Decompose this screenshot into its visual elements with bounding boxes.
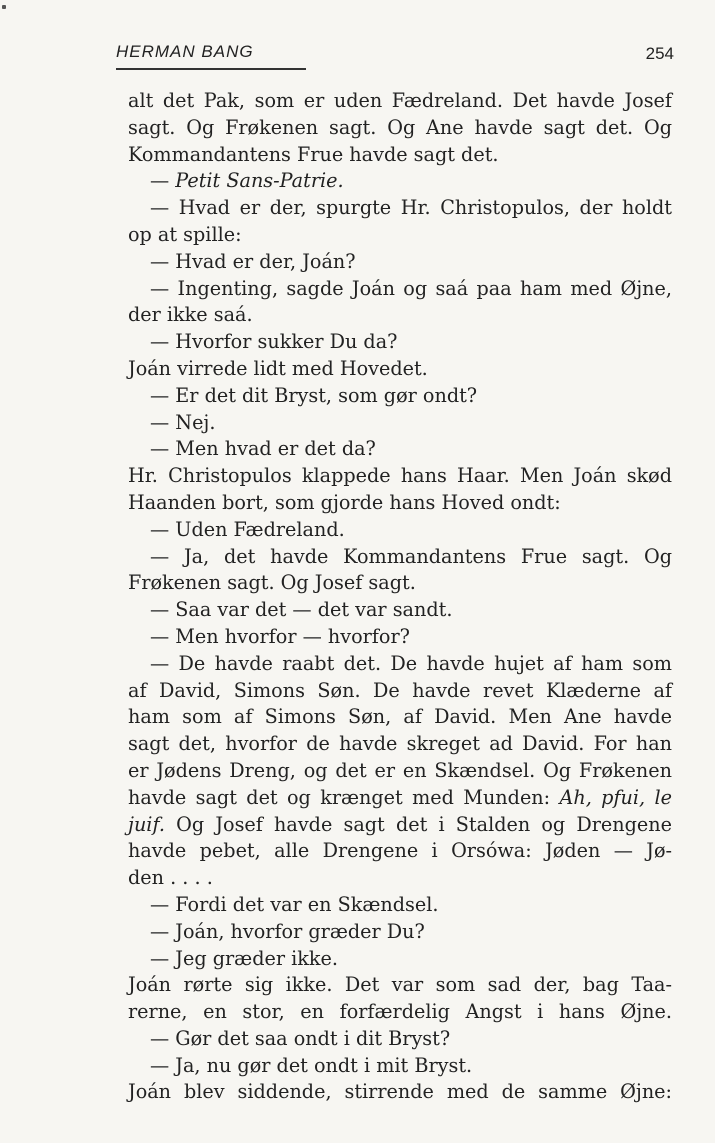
corner-speck — [2, 5, 6, 9]
text-line — [128, 168, 672, 195]
text-line: op at spille: — [128, 222, 242, 246]
text-line: — Hvad er der, spurgte Hr. Christopulos, der holdt — [150, 196, 672, 220]
text-line: Haanden bort, som gjorde hans Hoved ondt: — [128, 490, 561, 514]
text-line: af David, Simons Søn. De havde revet Klæderne af — [128, 678, 672, 702]
header-rule — [116, 68, 306, 70]
text-line: den . . . . — [128, 866, 213, 890]
text-line: sagt det, hvorfor de havde skreget ad David. For han — [128, 732, 672, 756]
page-number: 254 — [645, 44, 674, 63]
text-segment: havde sagt det og krænget med Munden: — [128, 785, 560, 809]
text-line: alt det Pak, som er uden Fædreland. Det havde Josef — [128, 89, 672, 112]
text-line: Joán blev siddende, stirrende med de samme Øjne: — [128, 1080, 672, 1104]
text-line: er Jødens Dreng, og det er en Skændsel. Og Frøkenen — [128, 758, 672, 782]
text-segment: Og Josef havde sagt det i Stalden og Drengene — [164, 812, 672, 836]
text-line: — Men hvad er det da? — [150, 437, 376, 461]
text-line — [128, 785, 672, 812]
text-line: — Men hvorfor — hvorfor? — [150, 624, 410, 648]
text-line: — Fordi det var en Skændsel. — [150, 892, 439, 916]
italic-text: juif. — [128, 812, 165, 836]
italic-text: Petit Sans-Patrie. — [175, 169, 344, 193]
text-line: — Ja, nu gør det ondt i mit Bryst. — [150, 1053, 473, 1077]
text-line: Hr. Christopulos klappede hans Haar. Men Joán skød — [128, 464, 672, 488]
text-line: Joán virrede lidt med Hovedet. — [128, 356, 428, 380]
text-line: sagt. Og Frøkenen sagt. Og Ane havde sagt det. Og — [128, 115, 672, 139]
text-line: — Gør det saa ondt i dit Bryst? — [150, 1026, 451, 1050]
body-text — [128, 88, 672, 1106]
text-line: — Nej. — [150, 410, 216, 434]
text-line: — Ja, det havde Kommandantens Frue sagt. Og — [150, 544, 672, 568]
text-line: Frøkenen sagt. Og Josef sagt. — [128, 571, 416, 595]
text-line: — Joán, hvorfor græder Du? — [150, 919, 425, 943]
text-line: Joán rørte sig ikke. Det var som sad der, bag Taa- — [128, 973, 672, 997]
text-line: ham som af Simons Søn, af David. Men Ane havde — [128, 705, 672, 729]
text-line — [128, 812, 672, 839]
text-line: Kommandantens Frue havde sagt det. — [128, 142, 499, 166]
text-line: havde pebet, alle Drengene i Orsówa: Jøden — Jø- — [128, 839, 672, 863]
running-title: HERMAN BANG — [116, 42, 254, 61]
text-line: — Jeg græder ikke. — [150, 946, 338, 970]
text-line: — Uden Fædreland. — [150, 517, 345, 541]
text-line: — Hvorfor sukker Du da? — [150, 330, 398, 354]
text-line: — De havde raabt det. De havde hujet af ham som — [150, 651, 672, 675]
text-segment: — — [150, 169, 176, 193]
text-line: — Er det dit Bryst, som gør ondt? — [150, 383, 478, 407]
text-line: — Saa var det — det var sandt. — [150, 598, 453, 622]
text-line: der ikke saá. — [128, 303, 253, 327]
text-line: — Ingenting, sagde Joán og saá paa ham med Øjne, — [150, 276, 672, 300]
text-line: — Hvad er der, Joán? — [150, 249, 356, 273]
text-line: rerne, en stor, en forfærdelig Angst i hans Øjne. — [128, 1000, 672, 1024]
page-header — [116, 42, 674, 72]
italic-text: Ah, pfui, le — [559, 785, 672, 809]
